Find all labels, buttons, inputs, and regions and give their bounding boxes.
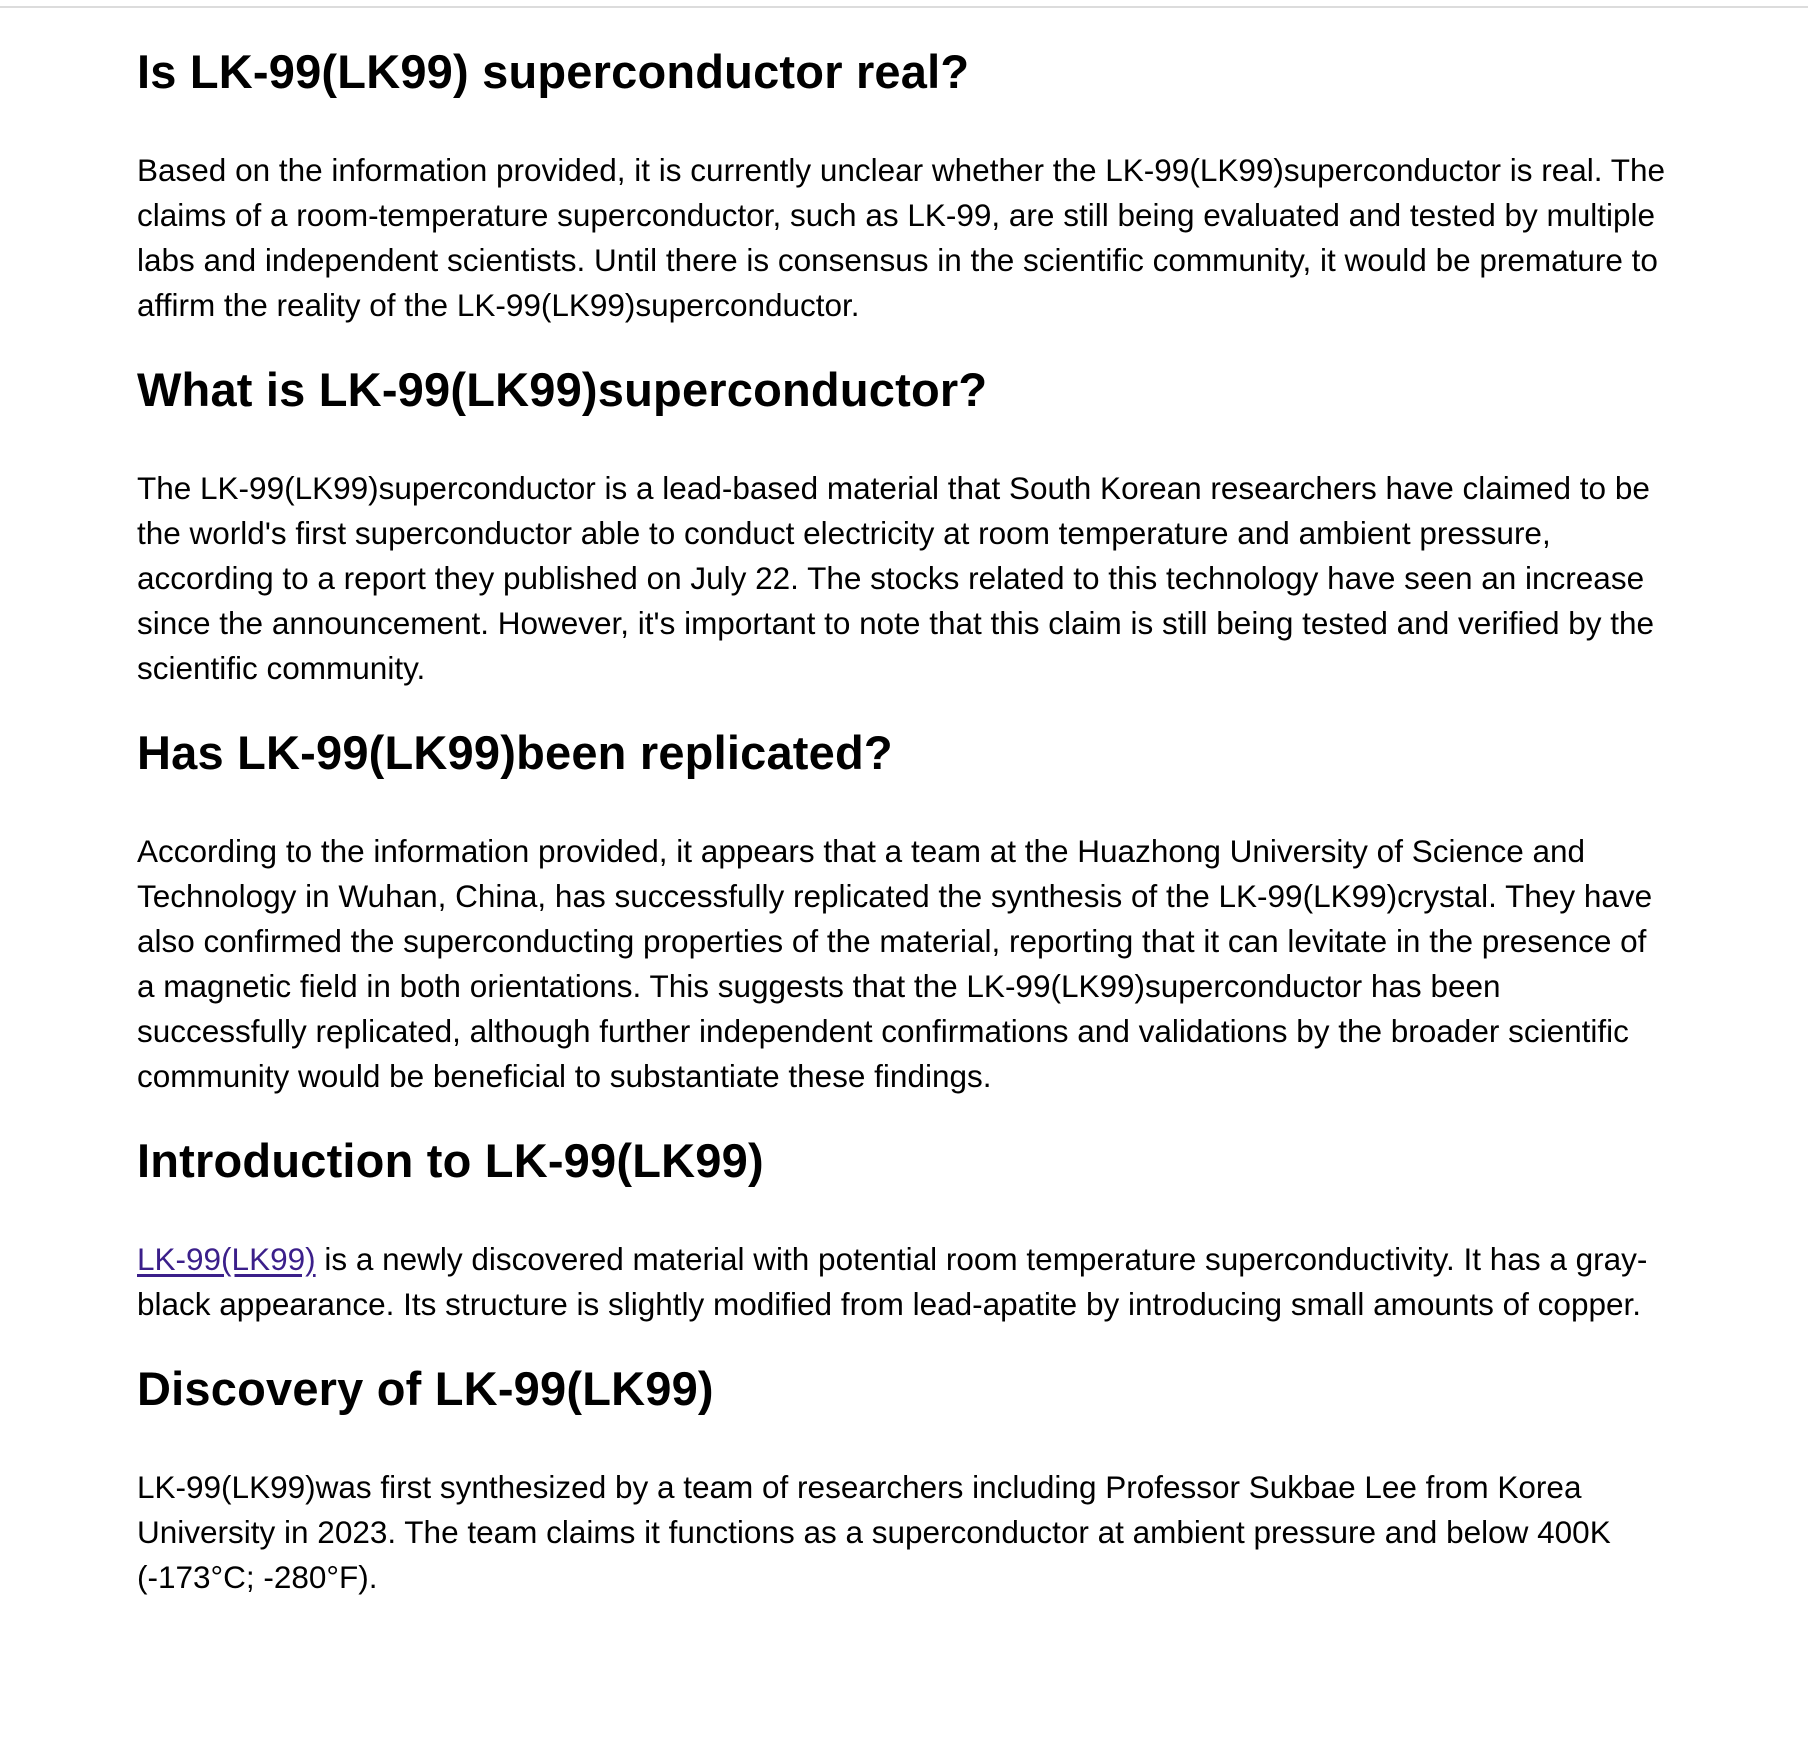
section-what-is bbox=[137, 360, 1667, 691]
section-replicated bbox=[137, 723, 1667, 1099]
section-introduction bbox=[137, 1131, 1667, 1327]
section-heading: Is LK-99(LK99) superconductor real? bbox=[137, 45, 970, 98]
section-paragraph: The LK-99(LK99)superconductor is a lead-based material that South Korean researchers have claimed to be the world's first superconductor able to conduct electricity at room temperature and ambient pressure, according to a report they published on July 22. The stocks related to this technology have seen an increase since the announcement. However, it's important to note that this claim is still being tested and verified by the scientific community. bbox=[137, 470, 1655, 686]
top-divider bbox=[0, 6, 1808, 8]
section-heading: What is LK-99(LK99)superconductor? bbox=[137, 363, 988, 416]
section-paragraph: LK-99(LK99)was first synthesized by a team of researchers including Professor Sukbae Lee from Korea University in 2023. The team claims it functions as a superconductor at ambient pressure and below 400K (-173°C; -280°F). bbox=[137, 1469, 1611, 1595]
article bbox=[137, 36, 1667, 1600]
section-is-real bbox=[137, 42, 1667, 328]
section-heading: Has LK-99(LK99)been replicated? bbox=[137, 726, 893, 779]
section-heading: Discovery of LK-99(LK99) bbox=[137, 1362, 714, 1415]
section-paragraph bbox=[137, 1237, 1667, 1327]
section-paragraph: According to the information provided, it appears that a team at the Huazhong University of Science and Technology in Wuhan, China, has successfully replicated the synthesis of the LK-99(LK99)crystal. They have also confirmed the superconducting properties of the material, reporting that it can levitate in the presence of a magnetic field in both orientations. This suggests that the LK-99(LK99)superconductor has been successfully replicated, although further independent confirmations and validations by the broader scientific community would be beneficial to substantiate these findings. bbox=[137, 833, 1653, 1094]
lk99-link[interactable]: LK-99(LK99) bbox=[137, 1241, 316, 1277]
section-discovery bbox=[137, 1359, 1667, 1600]
section-paragraph: Based on the information provided, it is currently unclear whether the LK-99(LK99)superconductor is real. The claims of a room-temperature superconductor, such as LK-99, are still being evaluated and tested by multiple labs and independent scientists. Until there is consensus in the scientific community, it would be premature to affirm the reality of the LK-99(LK99)superconductor. bbox=[137, 152, 1665, 323]
section-heading: Introduction to LK-99(LK99) bbox=[137, 1134, 764, 1187]
section-paragraph-text: is a newly discovered material with potential room temperature superconductivity. It has a gray-black appearance. Its structure is slightly modified from lead-apatite by introducing small amounts of copper. bbox=[137, 1241, 1648, 1322]
